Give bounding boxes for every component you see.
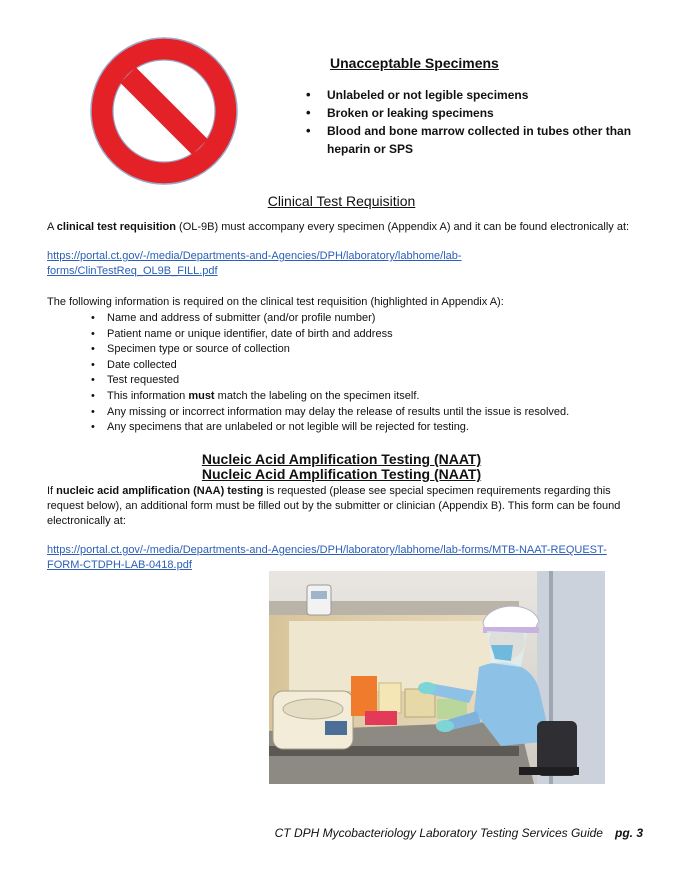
- guide-title: CT DPH Mycobacteriology Laboratory Testing Services Guide: [274, 826, 603, 840]
- clinical-intro-paragraph: A clinical test requisition (OL-9B) must accompany every specimen (Appendix A) and it can be found electronically at:: [47, 221, 630, 233]
- list-item: • Any missing or incorrect information may delay the release of results until the issue is resolved.: [91, 405, 641, 421]
- list-item: • Name and address of submitter (and/or profile number): [91, 311, 641, 327]
- list-item: • Any specimens that are unlabeled or not legible will be rejected for testing.: [91, 420, 641, 436]
- list-item: • Blood and bone marrow collected in tubes other than heparin or SPS: [306, 122, 646, 158]
- no-symbol-icon: [90, 37, 238, 185]
- naat-paragraph: If nucleic acid amplification (NAA) testing is requested (please see special specimen requirements regarding this request below), an additional form must be filled out by the submitter or clinician (Appendix B). This form can be found electronically at:: [47, 485, 621, 527]
- naat-title-repeat: Nucleic Acid Amplification Testing (NAAT): [201, 466, 482, 482]
- naat-title: Nucleic Acid Amplification Testing (NAAT): [201, 451, 482, 467]
- list-item: • Unlabeled or not legible specimens: [306, 86, 646, 104]
- page-number: pg. 3: [614, 826, 643, 840]
- page-footer: [0, 826, 643, 840]
- naat-request-form-link[interactable]: https://portal.ct.gov/-/media/Departments-and-Agencies/DPH/laboratory/labhome/lab-forms/MTB-NAAT-REQUEST- FORM-CTDPH-LAB-0418.pdf: [47, 544, 607, 571]
- unacceptable-specimens-list: [306, 86, 646, 158]
- list-item: • Patient name or unique identifier, date of birth and address: [91, 327, 641, 343]
- list-item: • Date collected: [91, 358, 641, 374]
- required-info-list: [91, 311, 641, 436]
- clinical-requisition-link[interactable]: https://portal.ct.gov/-/media/Departments-and-Agencies/DPH/laboratory/labhome/lab- forms/ClinTestReq_OL9B_FILL.pdf: [47, 250, 462, 277]
- unacceptable-specimens-title: Unacceptable Specimens: [330, 55, 499, 71]
- required-info-intro: The following information is required on the clinical test requisition (highlighted in Appendix A):: [47, 296, 504, 308]
- list-item: • This information must match the labeling on the specimen itself.: [91, 389, 641, 405]
- list-item: • Broken or leaking specimens: [306, 104, 646, 122]
- lab-technician-photo: [269, 571, 605, 784]
- clinical-test-requisition-title: Clinical Test Requisition: [267, 193, 416, 209]
- list-item: • Test requested: [91, 373, 641, 389]
- list-item: • Specimen type or source of collection: [91, 342, 641, 358]
